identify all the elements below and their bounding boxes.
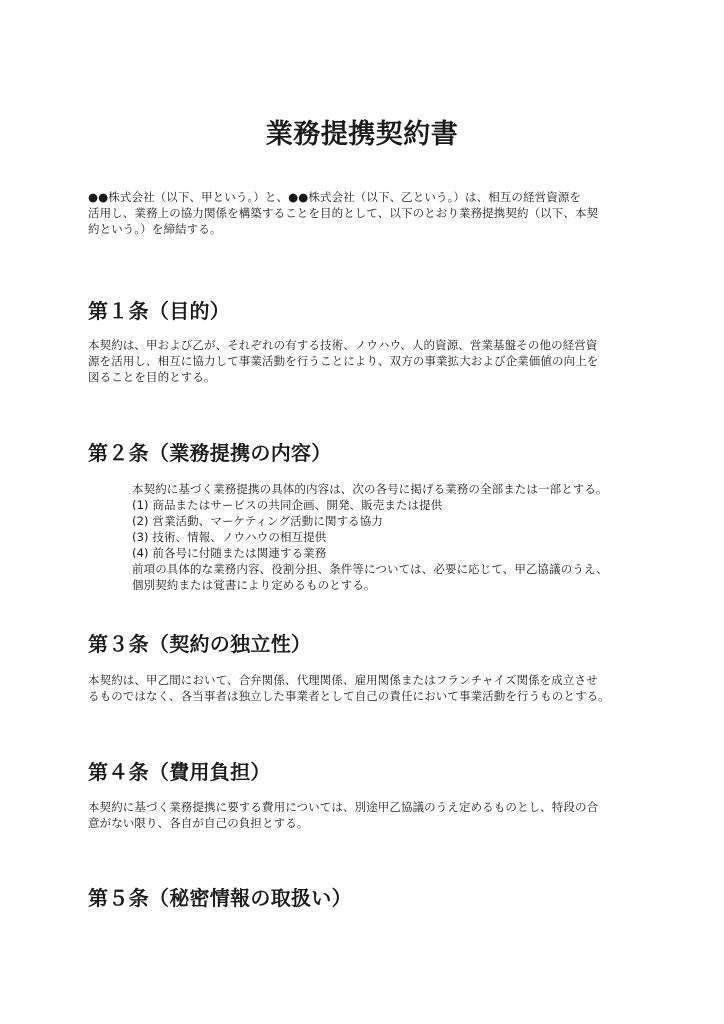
article-2-body <box>132 481 652 593</box>
article-2-line: 個別契約または覚書により定めるものとする。 <box>132 578 376 592</box>
article-4-heading: 第４条（費用負担） <box>88 760 271 784</box>
article-1-line: 図ることを目的とする。 <box>88 370 216 384</box>
article-1-body <box>88 337 648 385</box>
preamble-paragraph <box>88 189 648 237</box>
article-3-body <box>88 672 648 704</box>
article-3-heading: 第３条（契約の独立性） <box>88 632 312 656</box>
article-2-list-item-4: (4) 前各号に付随または関連する業務 <box>132 546 327 560</box>
article-4-line: 意がない限り、各自が自己の負担とする。 <box>88 816 309 830</box>
article-2-list-item-1: (1) 商品またはサービスの共同企画、開発、販売または提供 <box>132 498 443 512</box>
article-1-heading: 第１条（目的） <box>88 299 231 323</box>
article-3-line: 本契約は、甲乙間において、合弁関係、代理関係、雇用関係またはフランチャイズ関係を成立させ <box>88 673 598 687</box>
article-1-line: 源を活用し、相互に協力して事業活動を行うことにより、双方の事業拡大および企業価値の向上を <box>88 354 599 368</box>
document-title: 業務提携契約書 <box>265 119 459 150</box>
article-2-line: 前項の具体的な業務内容、役割分担、条件等については、必要に応じて、甲乙協議のうえ、 <box>132 562 608 576</box>
article-3-line: るものではなく、各当事者は独立した事業者として自己の責任において事業活動を行うものとする。 <box>88 689 610 703</box>
article-4-body <box>88 799 648 831</box>
article-4-line: 本契約に基づく業務提携に要する費用については、別途甲乙協議のうえ定めるものとし、特段の合 <box>88 800 599 814</box>
article-2-list-item-3: (3) 技術、情報、ノウハウの相互提供 <box>132 530 327 544</box>
article-5-heading: 第５条（秘密情報の取扱い） <box>88 886 352 910</box>
article-1-line: 本契約は、甲および乙が、それぞれの有する技術、ノウハウ、人的資源、営業基盤その他の経営資 <box>88 338 598 352</box>
preamble-line: 約という。）を締結する。 <box>88 222 222 236</box>
article-2-list-item-2: (2) 営業活動、マーケティング活動に関する協力 <box>132 514 383 528</box>
article-2-line: 本契約に基づく業務提携の具体的内容は、次の各号に掲げる業務の全部または一部とする。 <box>132 482 608 496</box>
preamble-line: 活用し、業務上の協力関係を構築することを目的として、以下のとおり業務提携契約（以下、本契 <box>88 206 599 220</box>
preamble-line: ●●株式会社（以下、甲という。）と、●●株式会社（以下、乙という。）は、相互の経営資源を <box>88 190 582 204</box>
article-2-heading: 第２条（業務提携の内容） <box>88 441 332 465</box>
